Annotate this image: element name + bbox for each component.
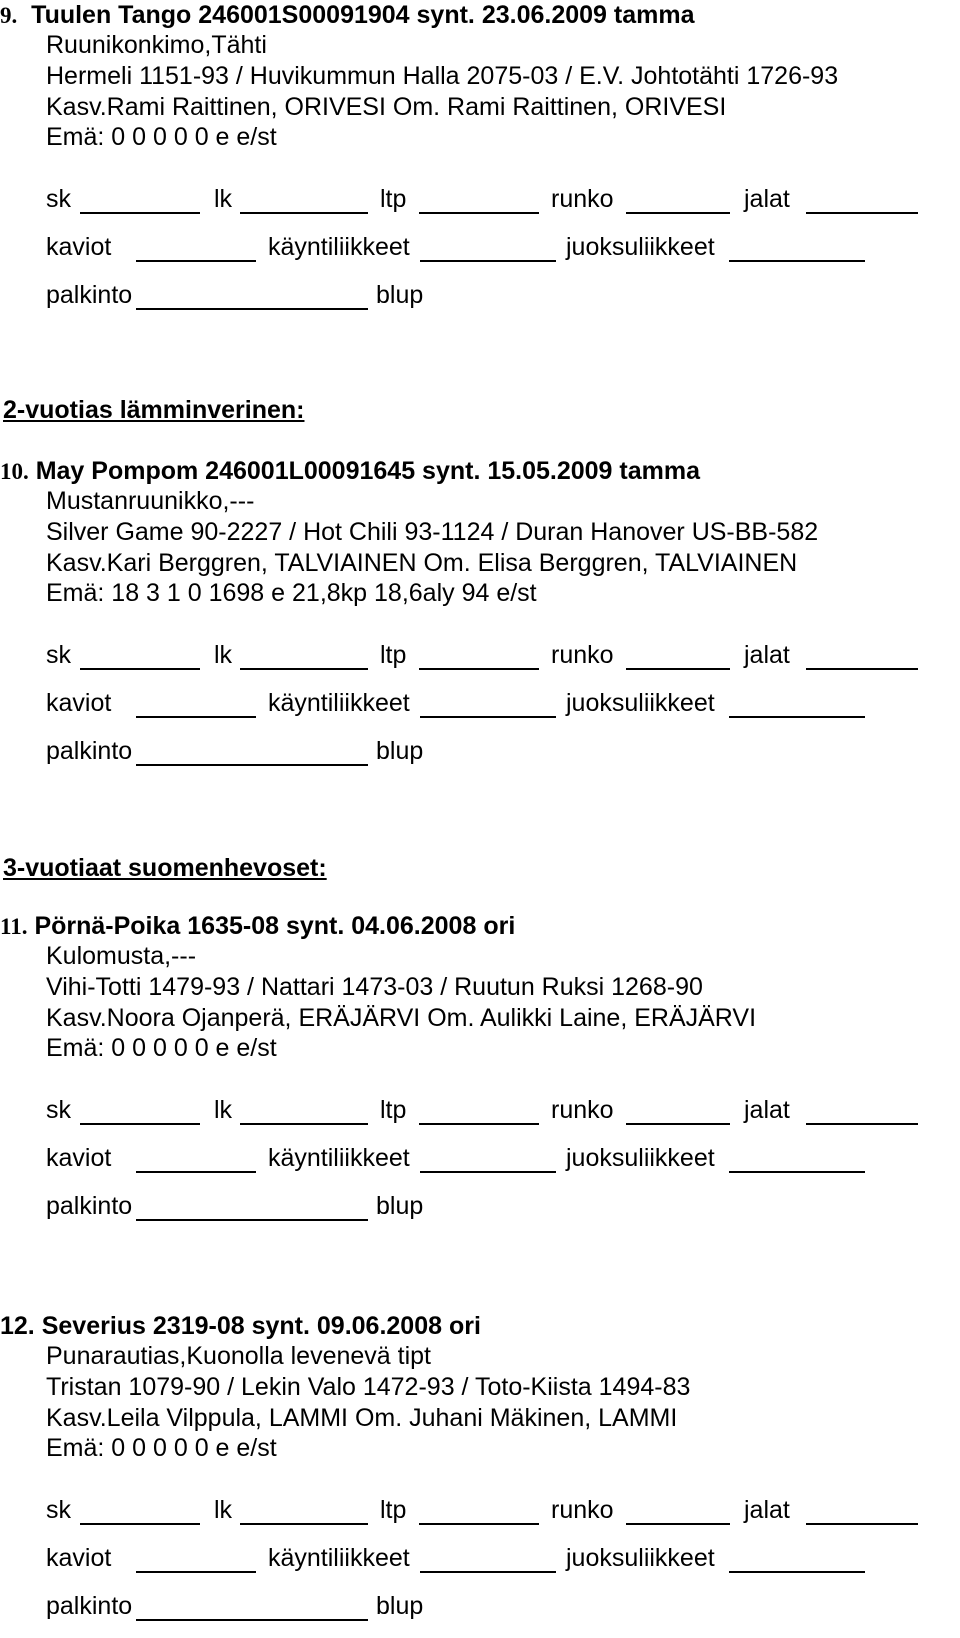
juoksuliikkeet-field[interactable] — [729, 1171, 865, 1173]
kayntiliikkeet-field[interactable] — [420, 716, 556, 718]
juoksuliikkeet-field[interactable] — [729, 716, 865, 718]
ltp-label: ltp — [380, 1496, 407, 1524]
entry-title: Pörnä-Poika 1635-08 synt. 04.06.2008 ori — [34, 912, 516, 940]
blup-label: blup — [376, 1192, 424, 1220]
entry-header — [0, 456, 700, 487]
kaviot-label: kaviot — [46, 689, 112, 717]
juoksuliikkeet-field[interactable] — [729, 260, 865, 262]
jalat-label: jalat — [744, 1096, 790, 1124]
entry-number: 9. — [0, 3, 18, 28]
kaviot-field[interactable] — [136, 716, 256, 718]
runko-field[interactable] — [626, 212, 730, 214]
jalat-field[interactable] — [806, 668, 918, 670]
kaviot-field[interactable] — [136, 1171, 256, 1173]
ltp-field[interactable] — [419, 668, 539, 670]
palkinto-label: palkinto — [46, 1592, 133, 1620]
entry-number: 10. — [0, 459, 29, 484]
section-heading-3yo-finnhorses: 3-vuotiaat suomenhevoset: — [3, 854, 327, 882]
lk-field[interactable] — [240, 1123, 368, 1125]
palkinto-field[interactable] — [136, 764, 368, 766]
entry-title: Severius 2319-08 synt. 09.06.2008 ori — [41, 1312, 481, 1340]
palkinto-label: palkinto — [46, 737, 133, 765]
jalat-field[interactable] — [806, 1523, 918, 1525]
juoksuliikkeet-label: juoksuliikkeet — [566, 1144, 715, 1172]
runko-label: runko — [551, 1096, 614, 1124]
jalat-label: jalat — [744, 185, 790, 213]
blup-label: blup — [376, 737, 424, 765]
kaviot-label: kaviot — [46, 1544, 112, 1572]
jalat-label: jalat — [744, 1496, 790, 1524]
entry-color: Punarautias,Kuonolla levenevä tipt — [46, 1342, 431, 1370]
lk-label: lk — [214, 1096, 233, 1124]
sk-label: sk — [46, 1496, 71, 1524]
lk-label: lk — [214, 641, 233, 669]
entry-pedigree: Vihi-Totti 1479-93 / Nattari 1473-03 / Ruutun Ruksi 1268-90 — [46, 973, 703, 1001]
kayntiliikkeet-field[interactable] — [420, 1571, 556, 1573]
entry-pedigree: Hermeli 1151-93 / Huvikummun Halla 2075-03 / E.V. Johtotähti 1726-93 — [46, 62, 839, 90]
kayntiliikkeet-field[interactable] — [420, 1171, 556, 1173]
entry-number: 12. — [0, 1312, 35, 1340]
palkinto-field[interactable] — [136, 308, 368, 310]
runko-label: runko — [551, 185, 614, 213]
entry-breeder-owner: Kasv.Leila Vilppula, LAMMI Om. Juhani Mäkinen, LAMMI — [46, 1404, 678, 1432]
blup-label: blup — [376, 281, 424, 309]
sk-field[interactable] — [80, 1523, 200, 1525]
entry-dam: Emä: 0 0 0 0 0 e e/st — [46, 123, 277, 151]
ltp-field[interactable] — [419, 1523, 539, 1525]
lk-label: lk — [214, 1496, 233, 1524]
lk-label: lk — [214, 185, 233, 213]
entry-header — [0, 911, 515, 942]
kayntiliikkeet-label: käyntiliikkeet — [268, 1144, 410, 1172]
section-heading-2yo-warmblood: 2-vuotias lämminverinen: — [3, 396, 305, 424]
juoksuliikkeet-field[interactable] — [729, 1571, 865, 1573]
kayntiliikkeet-field[interactable] — [420, 260, 556, 262]
kayntiliikkeet-label: käyntiliikkeet — [268, 689, 410, 717]
entry-color: Mustanruunikko,--- — [46, 487, 255, 515]
ltp-field[interactable] — [419, 212, 539, 214]
sk-field[interactable] — [80, 1123, 200, 1125]
palkinto-label: palkinto — [46, 281, 133, 309]
entry-color: Kulomusta,--- — [46, 942, 197, 970]
ltp-label: ltp — [380, 185, 407, 213]
entry-title: Tuulen Tango 246001S00091904 synt. 23.06.2009 tamma — [31, 1, 695, 29]
runko-label: runko — [551, 641, 614, 669]
juoksuliikkeet-label: juoksuliikkeet — [566, 1544, 715, 1572]
runko-field[interactable] — [626, 668, 730, 670]
entry-dam: Emä: 0 0 0 0 0 e e/st — [46, 1434, 277, 1462]
jalat-field[interactable] — [806, 1123, 918, 1125]
blup-label: blup — [376, 1592, 424, 1620]
entry-title: May Pompom 246001L00091645 synt. 15.05.2009 tamma — [35, 457, 700, 485]
entry-breeder-owner: Kasv.Noora Ojanperä, ERÄJÄRVI Om. Aulikki Laine, ERÄJÄRVI — [46, 1004, 757, 1032]
juoksuliikkeet-label: juoksuliikkeet — [566, 233, 715, 261]
jalat-field[interactable] — [806, 212, 918, 214]
jalat-label: jalat — [744, 641, 790, 669]
sk-field[interactable] — [80, 668, 200, 670]
palkinto-field[interactable] — [136, 1619, 368, 1621]
entry-breeder-owner: Kasv.Rami Raittinen, ORIVESI Om. Rami Raittinen, ORIVESI — [46, 93, 727, 121]
entry-dam: Emä: 0 0 0 0 0 e e/st — [46, 1034, 277, 1062]
sk-label: sk — [46, 1096, 71, 1124]
sk-label: sk — [46, 185, 71, 213]
runko-field[interactable] — [626, 1523, 730, 1525]
juoksuliikkeet-label: juoksuliikkeet — [566, 689, 715, 717]
palkinto-field[interactable] — [136, 1219, 368, 1221]
entry-pedigree: Tristan 1079-90 / Lekin Valo 1472-93 / Toto-Kiista 1494-83 — [46, 1373, 691, 1401]
ltp-label: ltp — [380, 641, 407, 669]
sk-field[interactable] — [80, 212, 200, 214]
kaviot-label: kaviot — [46, 1144, 112, 1172]
kayntiliikkeet-label: käyntiliikkeet — [268, 1544, 410, 1572]
runko-label: runko — [551, 1496, 614, 1524]
entry-number: 11. — [0, 914, 28, 939]
kayntiliikkeet-label: käyntiliikkeet — [268, 233, 410, 261]
lk-field[interactable] — [240, 212, 368, 214]
lk-field[interactable] — [240, 1523, 368, 1525]
palkinto-label: palkinto — [46, 1192, 133, 1220]
ltp-label: ltp — [380, 1096, 407, 1124]
ltp-field[interactable] — [419, 1123, 539, 1125]
entry-color: Ruunikonkimo,Tähti — [46, 31, 267, 59]
kaviot-field[interactable] — [136, 1571, 256, 1573]
entry-dam: Emä: 18 3 1 0 1698 e 21,8kp 18,6aly 94 e/st — [46, 579, 537, 607]
kaviot-field[interactable] — [136, 260, 256, 262]
entry-header — [0, 0, 695, 31]
entry-breeder-owner: Kasv.Kari Berggren, TALVIAINEN Om. Elisa Berggren, TALVIAINEN — [46, 549, 798, 577]
entry-header — [0, 1311, 481, 1341]
runko-field[interactable] — [626, 1123, 730, 1125]
kaviot-label: kaviot — [46, 233, 112, 261]
lk-field[interactable] — [240, 668, 368, 670]
entry-pedigree: Silver Game 90-2227 / Hot Chili 93-1124 / Duran Hanover US-BB-582 — [46, 518, 819, 546]
sk-label: sk — [46, 641, 71, 669]
